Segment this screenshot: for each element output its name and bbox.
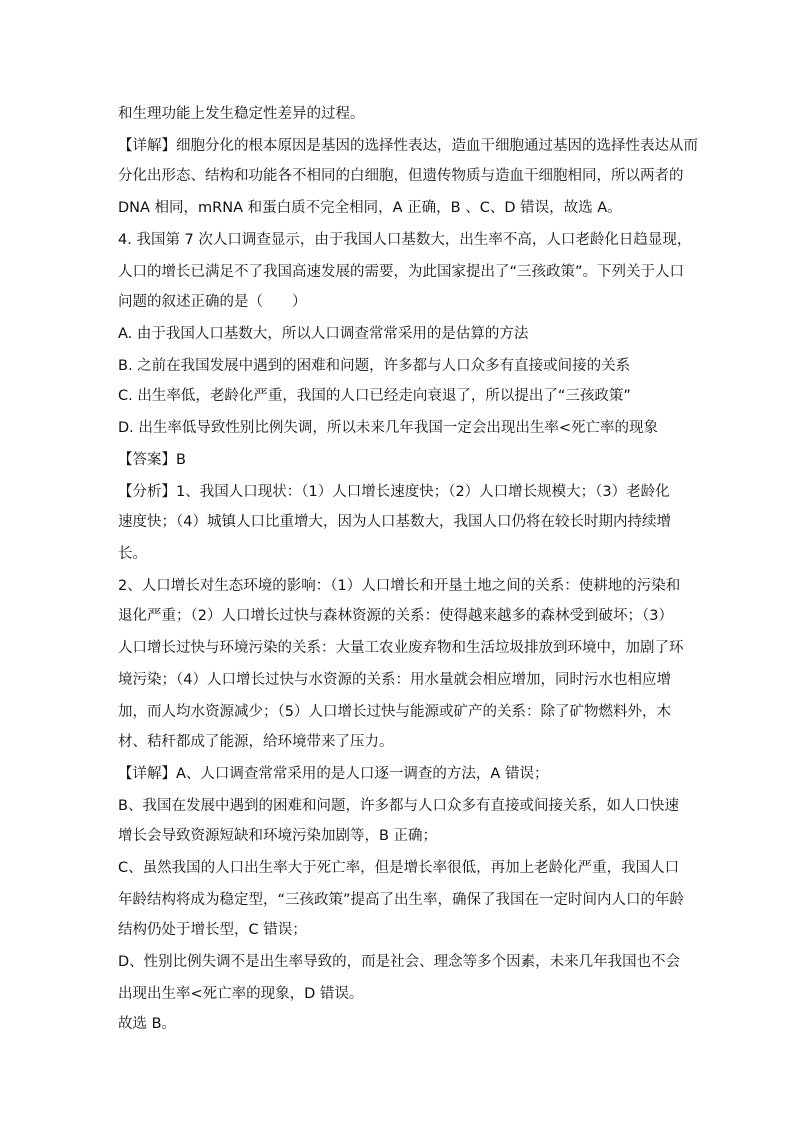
text-line: 增长会导致资源短缺和环境污染加剧等，B 正确； [118, 828, 438, 844]
explanation-line: 【详解】A、人口调查常常采用的是人口逐一调查的方法，A 错误； [118, 766, 549, 782]
text-line: 境污染；（4）人口增长过快与水资源的关系：用水量就会相应增加，同时污水也相应增 [118, 672, 671, 688]
option-b: B. 之前在我国发展中遇到的困难和问题，许多都与人口众多有直接或间接的关系 [118, 358, 631, 374]
text-line: 结构仍处于增长型，C 错误； [118, 922, 307, 938]
explanation-line: 【详解】细胞分化的根本原因是基因的选择性表达，造血干细胞通过基因的选择性表达从而 [118, 138, 698, 154]
text-line: DNA 相同，mRNA 和蛋白质不完全相同，A 正确，B 、C、D 错误，故选 A。 [118, 200, 622, 216]
text-line: 年龄结构将成为稳定型，“三孩政策”提高了出生率，确保了我国在一定时间内人口的年龄 [118, 892, 685, 908]
text-line: C、虽然我国的人口出生率大于死亡率，但是增长率很低，再加上老龄化严重，我国人口 [118, 860, 680, 876]
text-line: 2、人口增长对生态环境的影响：（1）人口增长和开垦土地之间的关系：使耕地的污染和 [118, 578, 681, 594]
conclusion-line: 故选 B。 [118, 1016, 177, 1032]
text-line: 和生理功能上发生稳定性差异的过程。 [118, 106, 365, 122]
option-c: C. 出生率低，老龄化严重，我国的人口已经走向衰退了，所以提出了“三孩政策” [118, 388, 631, 404]
answer-line: 【答案】B [118, 452, 186, 468]
question-stem-line: 人口的增长已满足不了我国高速发展的需要，为此国家提出了“三孩政策”。下列关于人口 [118, 264, 685, 280]
text-line: B、我国在发展中遇到的困难和问题，许多都与人口众多有直接或间接关系，如人口快速 [118, 798, 679, 814]
text-line: 人口增长过快与环境污染的关系：大量工农业废弃物和生活垃圾排放到环境中，加剧了环 [118, 640, 684, 656]
text-line: 出现出生率<死亡率的现象，D 错误。 [118, 986, 364, 1002]
text-line: 材、秸秆都成了能源，给环境带来了压力。 [118, 734, 394, 750]
question-stem-line: 4. 我国第 7 次人口调查显示，由于我国人口基数大，出生率不高，人口老龄化日趋显现， [118, 232, 692, 248]
text-line: 长。 [118, 546, 147, 562]
text-line: 退化严重；（2）人口增长过快与森林资源的关系：使得越来越多的森林受到破坏；（3） [118, 608, 673, 624]
analysis-line: 【分析】1、我国人口现状：（1）人口增长速度快；（2）人口增长规模大；（3）老龄化 [118, 484, 670, 500]
option-d: D. 出生率低导致性别比例失调，所以未来几年我国一定会出现出生率<死亡率的现象 [118, 420, 659, 436]
text-line: D、性别比例失调不是出生率导致的，而是社会、理念等多个因素，未来几年我国也不会 [118, 954, 681, 970]
text-line: 分化出形态、结构和功能各不相同的白细胞，但遗传物质与造血干细胞相同，所以两者的 [118, 168, 684, 184]
text-line: 速度快；（4）城镇人口比重增大，因为人口基数大，我国人口仍将在较长时期内持续增 [118, 514, 671, 530]
question-stem-line: 问题的叙述正确的是（ ） [118, 294, 307, 310]
text-line: 加，而人均水资源减少；（5）人口增长过快与能源或矿产的关系：除了矿物燃料外，木 [118, 704, 671, 720]
option-a: A. 由于我国人口基数大，所以人口调查常常采用的是估算的方法 [118, 326, 529, 342]
